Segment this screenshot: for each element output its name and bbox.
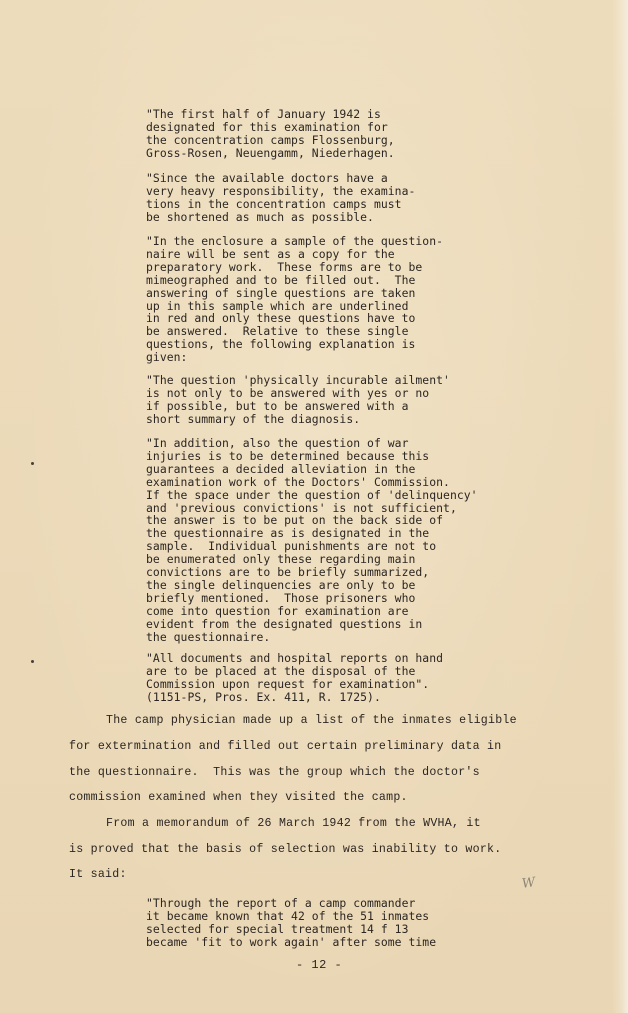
quote-line: be answered. Relative to these single [146, 324, 409, 339]
quote-line: evident from the designated questions in [146, 616, 423, 631]
quote-paragraph-1 [146, 108, 491, 160]
final-quote [146, 897, 491, 949]
quote-line: Gross-Rosen, Neuengamm, Niederhagen. [146, 145, 395, 160]
quote-paragraph-6 [146, 652, 491, 704]
quote-line: "Through the report of a camp commander [146, 896, 416, 910]
quote-line: If the space under the question of 'delinquency' [146, 487, 478, 502]
quote-paragraph-3 [146, 235, 491, 364]
quote-line: the single delinquencies are only to be [146, 577, 416, 592]
quote-line: is not only to be answered with yes or no [146, 385, 430, 400]
quote-line: "Since the available doctors have a [146, 171, 388, 185]
quote-line: briefly mentioned. Those prisoners who [146, 590, 416, 605]
quote-line: if possible, but to be answered with a [146, 398, 409, 413]
quote-line: are to be placed at the disposal of the [146, 663, 416, 678]
quote-paragraph-5 [146, 437, 491, 644]
quote-line: naire will be sent as a copy for the [146, 246, 395, 261]
quote-line: tions in the concentration camps must [146, 196, 402, 211]
quote-line: questions, the following explanation is [146, 337, 416, 352]
quote-line: very heavy responsibility, the examina- [146, 183, 416, 198]
body-line: It said: [69, 868, 127, 881]
quote-line: be enumerated only these regarding main [146, 552, 416, 567]
quote-line: answering of single questions are taken [146, 285, 416, 300]
quote-line: mimeographed and to be filled out. The [146, 272, 416, 287]
quote-paragraph-2 [146, 172, 491, 224]
body-line: From a memorandum of 26 March 1942 from the WVHA, it [106, 817, 481, 830]
quote-line: injuries is to be determined because this [146, 448, 430, 463]
body-line: commission examined when they visited the camp. [69, 791, 408, 804]
quote-line: come into question for examination are [146, 603, 409, 618]
body-line: The camp physician made up a list of the inmates eligible [106, 714, 517, 727]
quote-line: convictions are to be briefly summarized, [146, 565, 430, 580]
quote-line: in red and only these questions have to [146, 311, 416, 326]
page-number: - 12 - [296, 958, 343, 972]
quote-line: examination work of the Doctors' Commission. [146, 474, 450, 489]
quote-line: designated for this examination for [146, 119, 388, 134]
body-line: for extermination and filled out certain preliminary data in [69, 740, 502, 753]
margin-dot [31, 660, 34, 663]
quote-line: "In addition, also the question of war [146, 436, 409, 450]
quote-line: Commission upon request for examination". [146, 676, 430, 691]
body-line: the questionnaire. This was the group which the doctor's [69, 766, 480, 779]
quote-line: guarantees a decided alleviation in the [146, 461, 416, 476]
quote-line: be shortened as much as possible. [146, 209, 374, 224]
quote-line: short summary of the diagnosis. [146, 411, 361, 426]
quote-paragraph-4 [146, 374, 491, 426]
quote-line: "In the enclosure a sample of the question- [146, 234, 444, 248]
paper-edge [612, 0, 628, 1013]
quote-line: it became known that 42 of the 51 inmates [146, 908, 430, 923]
quote-line: and 'previous convictions' is not sufficient, [146, 500, 457, 515]
margin-dot [31, 462, 34, 465]
quote-line: up in this sample which are underlined [146, 298, 409, 313]
quote-line: the questionnaire. [146, 629, 271, 644]
body-line: is proved that the basis of selection was inability to work. [69, 843, 502, 856]
quote-line: "All documents and hospital reports on hand [146, 651, 444, 665]
quote-line: (1151-PS, Pros. Ex. 411, R. 1725). [146, 689, 381, 704]
quote-line: the questionnaire as is designated in the [146, 526, 430, 541]
quote-line: preparatory work. These forms are to be [146, 259, 423, 274]
quote-line: the answer is to be put on the back side of [146, 513, 444, 528]
quote-line: selected for special treatment 14 f 13 [146, 921, 409, 936]
quote-line: the concentration camps Flossenburg, [146, 132, 395, 147]
quote-line: sample. Individual punishments are not to [146, 539, 437, 554]
pencil-mark: W [521, 875, 537, 892]
quote-line: became 'fit to work again' after some time [146, 934, 437, 949]
quote-line: "The question 'physically incurable ailment' [146, 373, 450, 387]
quote-line: "The first half of January 1942 is [146, 107, 381, 121]
quote-line: given: [146, 350, 188, 365]
